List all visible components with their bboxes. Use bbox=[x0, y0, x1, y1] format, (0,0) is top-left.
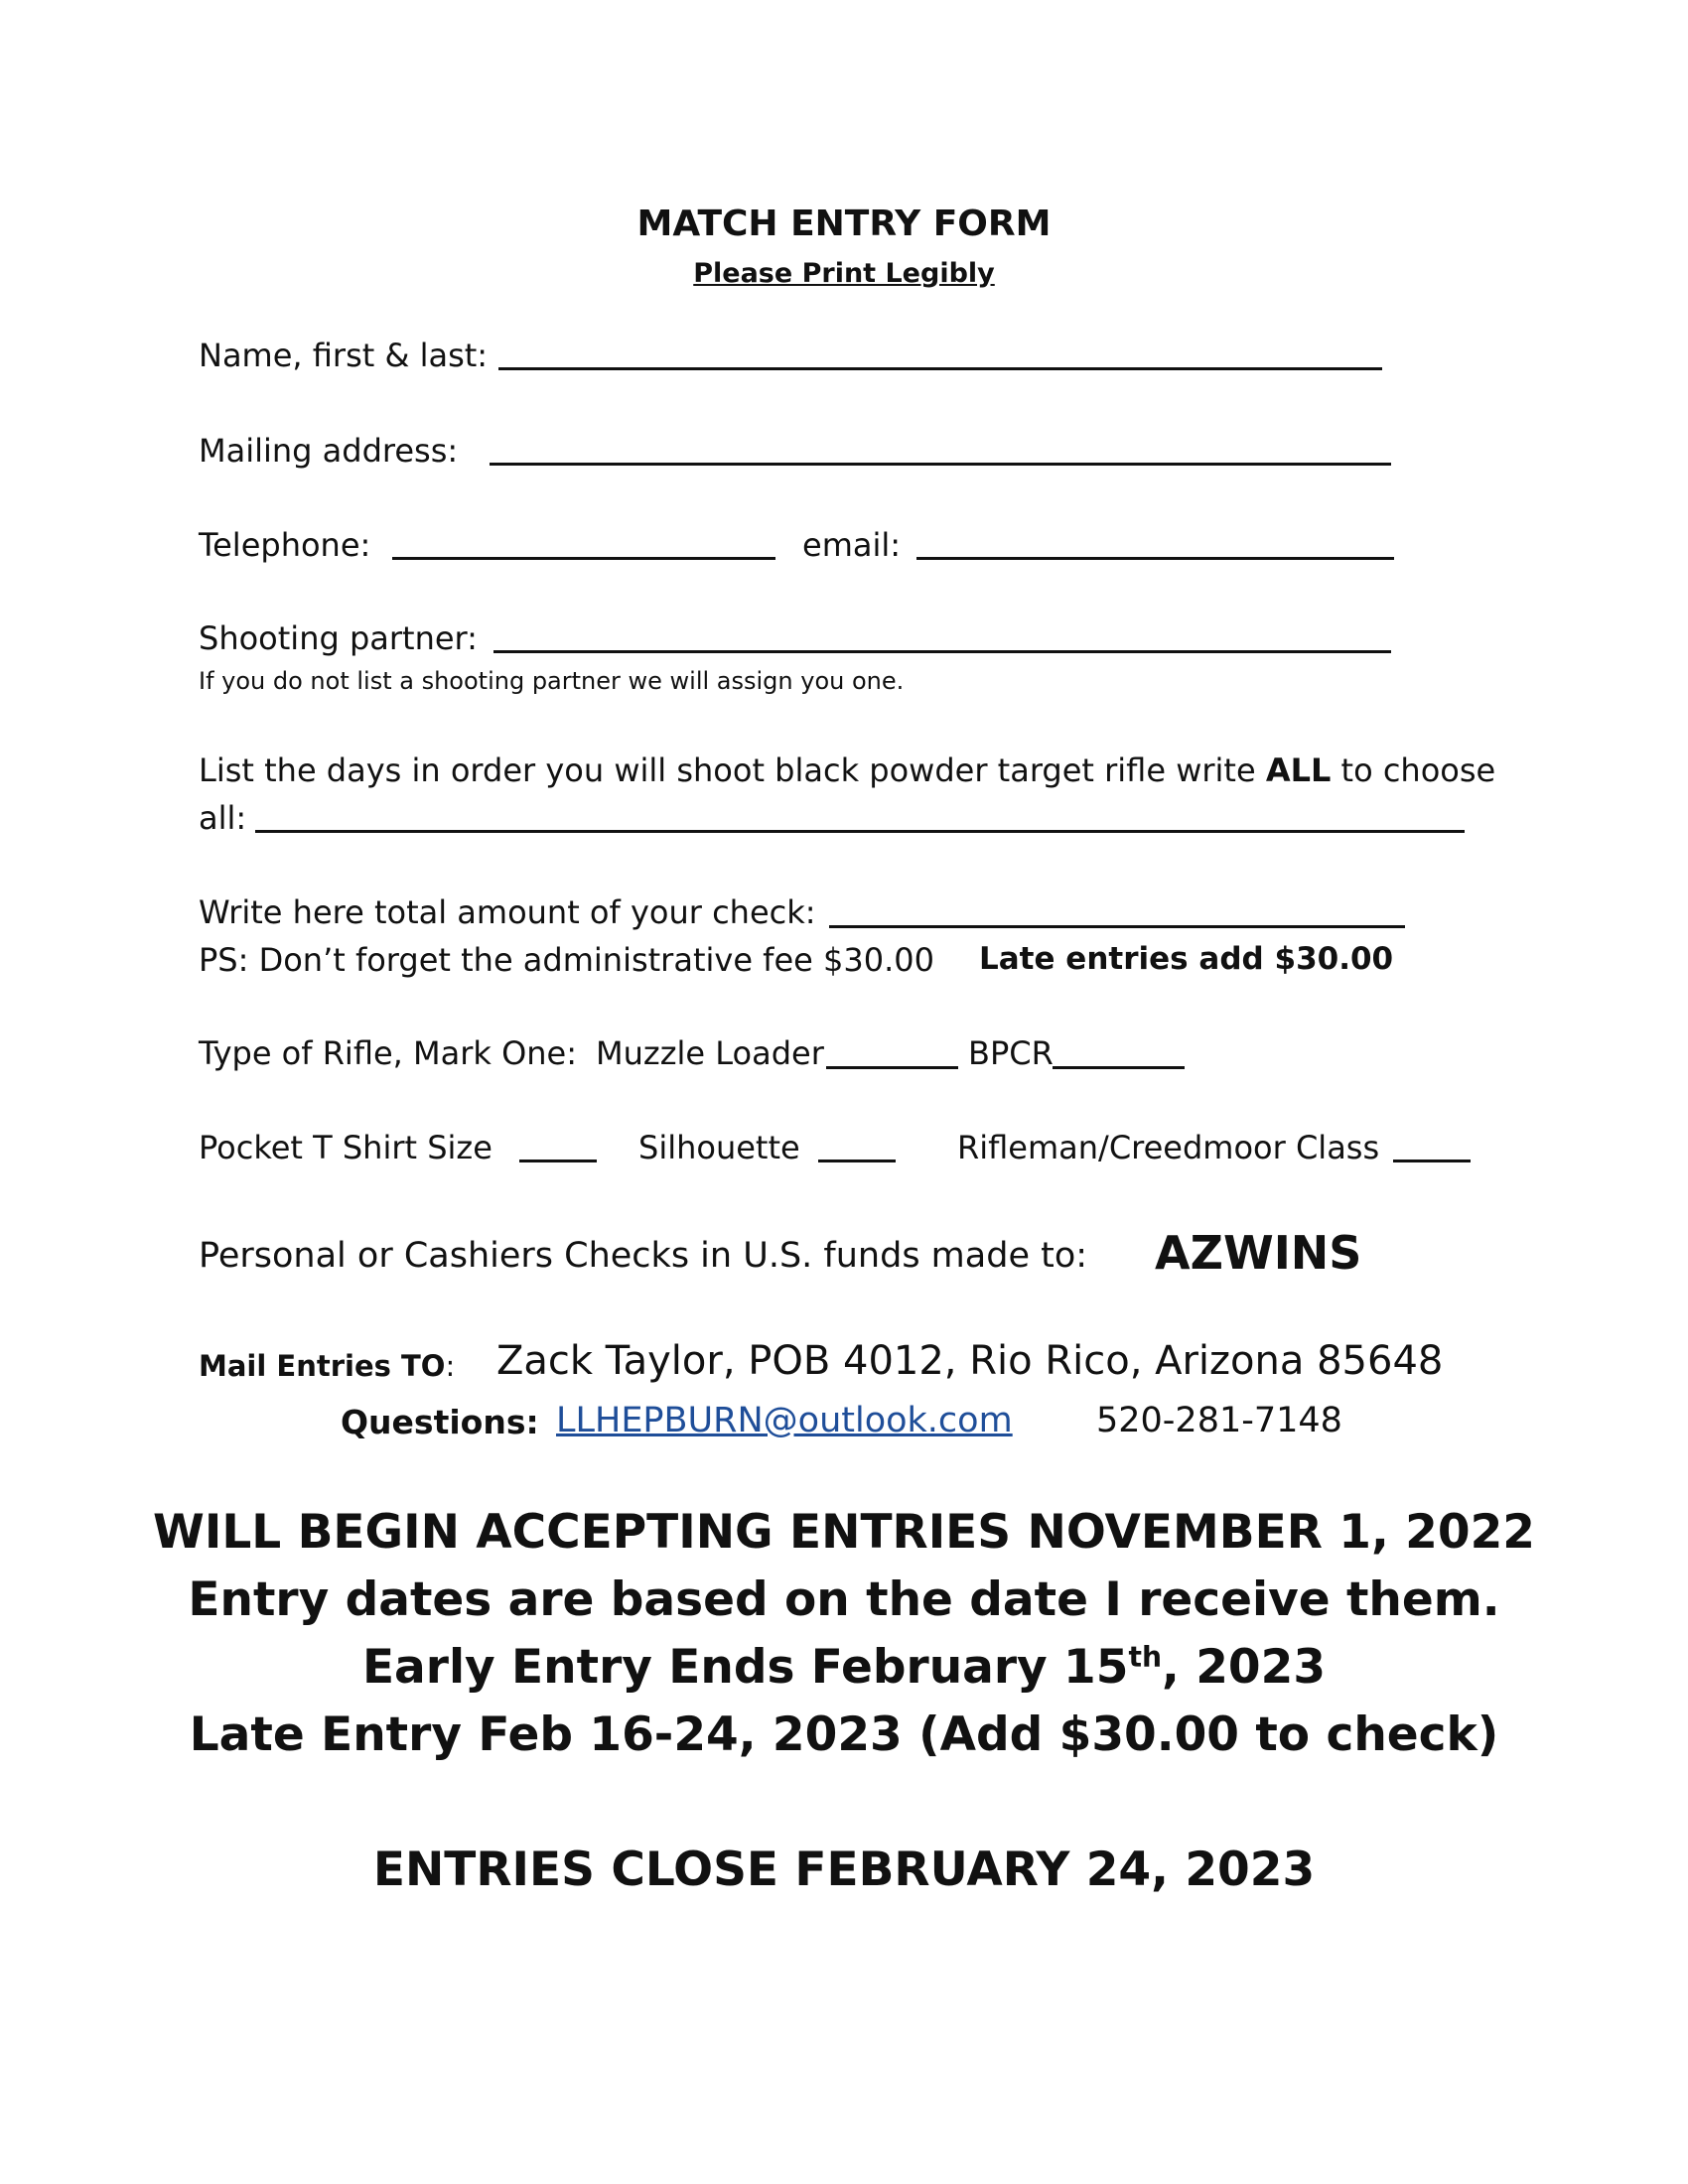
early-entry-year: , 2023 bbox=[1162, 1640, 1327, 1695]
questions-phone: 520-281-7148 bbox=[1096, 1401, 1342, 1440]
shirt-size-label: Pocket T Shirt Size bbox=[199, 1129, 492, 1166]
rifle-type-label: Type of Rifle, Mark One: bbox=[199, 1034, 578, 1072]
payee-name: AZWINS bbox=[1155, 1226, 1362, 1280]
form-title: MATCH ENTRY FORM bbox=[636, 204, 1052, 244]
bpcr-mark-field[interactable] bbox=[1053, 1066, 1185, 1069]
days-label-line2: all: bbox=[199, 799, 247, 837]
mail-address: Zack Taylor, POB 4012, Rio Rico, Arizona 85648 bbox=[496, 1338, 1444, 1384]
rifleman-class-field[interactable] bbox=[1393, 1160, 1471, 1162]
telephone-label: Telephone: bbox=[199, 526, 371, 564]
silhouette-field[interactable] bbox=[818, 1160, 896, 1162]
mailing-address-field[interactable] bbox=[490, 463, 1391, 466]
shirt-size-field[interactable] bbox=[519, 1160, 597, 1162]
muzzle-loader-mark-field[interactable] bbox=[826, 1066, 958, 1069]
early-entry-text: Early Entry Ends February 15 bbox=[361, 1640, 1129, 1695]
days-field[interactable] bbox=[255, 830, 1465, 833]
late-entry-note: Late entries add $30.00 bbox=[979, 941, 1394, 977]
days-label-part1: List the days in order you will shoot black powder target rifle write bbox=[199, 751, 1256, 789]
accepting-entries-notice: WILL BEGIN ACCEPTING ENTRIES NOVEMBER 1, 2022 bbox=[152, 1505, 1535, 1560]
telephone-field[interactable] bbox=[392, 557, 775, 560]
payment-label: Personal or Cashiers Checks in U.S. funds made to: bbox=[199, 1236, 1088, 1276]
mail-entries-label-text: Mail Entries TO bbox=[199, 1349, 446, 1383]
mail-entries-label bbox=[199, 1349, 456, 1383]
questions-label: Questions: bbox=[341, 1403, 539, 1441]
days-label bbox=[199, 751, 1496, 789]
name-label: Name, first & last: bbox=[199, 337, 489, 374]
bpcr-label: BPCR bbox=[968, 1034, 1054, 1072]
early-entry-notice bbox=[0, 1640, 1688, 1695]
days-label-all: ALL bbox=[1265, 751, 1332, 789]
admin-fee-note: PS: Don’t forget the administrative fee $30.00 bbox=[199, 941, 934, 979]
muzzle-loader-label: Muzzle Loader bbox=[596, 1034, 824, 1072]
mailing-address-label: Mailing address: bbox=[199, 432, 459, 470]
check-amount-field[interactable] bbox=[829, 925, 1405, 928]
days-label-part2: to choose bbox=[1340, 751, 1496, 789]
shooting-partner-field[interactable] bbox=[493, 650, 1391, 653]
email-label: email: bbox=[802, 526, 902, 564]
late-entry-notice: Late Entry Feb 16-24, 2023 (Add $30.00 to check) bbox=[189, 1707, 1499, 1762]
entry-dates-notice: Entry dates are based on the date I receive them. bbox=[188, 1572, 1500, 1627]
rifleman-class-label: Rifleman/Creedmoor Class bbox=[957, 1129, 1380, 1166]
form-subtitle: Please Print Legibly bbox=[693, 258, 995, 289]
shooting-partner-note: If you do not list a shooting partner we will assign you one. bbox=[199, 667, 905, 695]
email-field[interactable] bbox=[916, 557, 1394, 560]
check-amount-label: Write here total amount of your check: bbox=[199, 893, 816, 931]
entries-close-notice: ENTRIES CLOSE FEBRUARY 24, 2023 bbox=[372, 1843, 1316, 1897]
name-field[interactable] bbox=[498, 367, 1382, 370]
silhouette-label: Silhouette bbox=[638, 1129, 800, 1166]
shooting-partner-label: Shooting partner: bbox=[199, 619, 478, 657]
early-entry-ordinal: th bbox=[1128, 1640, 1163, 1674]
questions-email-link[interactable]: LLHEPBURN@outlook.com bbox=[556, 1401, 1013, 1440]
mail-entries-colon: : bbox=[445, 1349, 456, 1383]
